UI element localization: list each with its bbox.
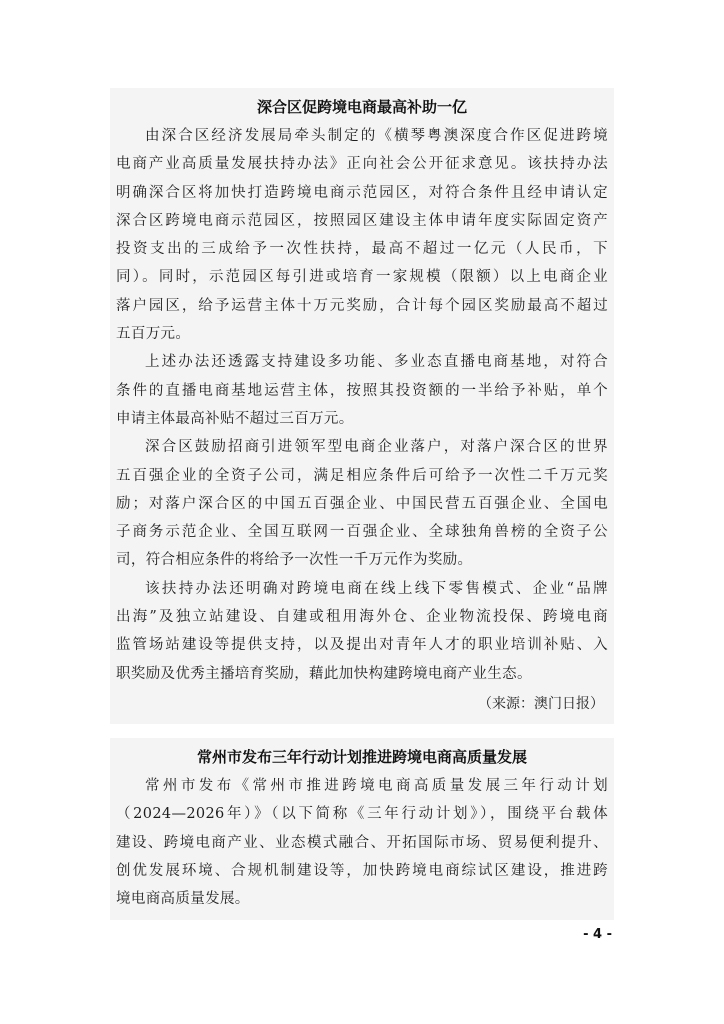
article-1 (110, 88, 614, 724)
text-line: 落户园区，给予运营主体十万元奖励，合计每个园区奖励最高不超过 (116, 297, 608, 314)
page-number: - 4 - (583, 927, 612, 942)
text-line: 职奖励及优秀主播培育奖励，藉此加快构建跨境电商产业生态。 (116, 665, 532, 682)
text-line: 同）。同时，示范园区每引进或培育一家规模（限额）以上电商企业 (116, 269, 608, 286)
article-1-paragraph-1 (110, 122, 614, 348)
text-line: 明确深合区将加快打造跨境电商示范园区，对符合条件且经申请认定 (116, 184, 608, 201)
text-line: 常州市发布《常州市推进跨境电商高质量发展三年行动计划 (145, 778, 608, 794)
text-line: 深合区鼓励招商引进领军型电商企业落户，对落户深合区的世界 (145, 439, 608, 456)
article-1-paragraph-3 (110, 433, 614, 574)
article-1-paragraph-4 (110, 575, 614, 688)
text-line: 由深合区经济发展局牵头制定的《横琴粤澳深度合作区促进跨境 (145, 128, 608, 144)
text-line: 电商产业高质量发展扶持办法》正向社会公开征求意见。该扶持办法 (116, 156, 608, 173)
article-2-paragraph-1 (110, 772, 614, 913)
text-line: 五百万元。 (116, 326, 191, 343)
article-1-title: 深合区促跨境电商最高补助一亿 (256, 98, 467, 116)
text-line: 建设、跨境电商产业、业态模式融合、开拓国际市场、贸易便利提升、 (116, 834, 608, 851)
text-line: 五百强企业的全资子公司，满足相应条件后可给予一次性二千万元奖 (116, 467, 608, 484)
text-line: 监管场站建设等提供支持，以及提出对青年人才的职业培训补贴、入 (116, 637, 608, 654)
text-line: 境电商高质量发展。 (116, 891, 250, 908)
text-line: 出海”及独立站建设、自建或租用海外仓、企业物流投保、跨境电商 (116, 609, 608, 626)
text-line: 条件的直播电商基地运营主体，按照其投资额的一半给予补贴，单个 (116, 382, 608, 399)
text-line: 申请主体最高补贴不超过三百万元。 (116, 410, 354, 427)
article-2 (110, 738, 614, 920)
article-1-source: （来源：澳门日报） (478, 695, 604, 712)
article-2-title: 常州市发布三年行动计划推进跨境电商高质量发展 (196, 748, 527, 766)
text-line: 投资支出的三成给予一次性扶持，最高不超过一亿元（人民币，下 (116, 241, 608, 258)
article-1-paragraph-2 (110, 348, 614, 433)
text-line: 司，符合相应条件的将给予一次性一千万元作为奖励。 (116, 552, 473, 569)
text-line: 该扶持办法还明确对跨境电商在线上线下零售模式、企业“品牌 (145, 580, 608, 597)
text-line: （2024—2026年）》（以下简称《三年行动计划》），围绕平台载体 (116, 806, 608, 823)
text-line: 励；对落户深合区的中国五百强企业、中国民营五百强企业、全国电 (116, 495, 608, 512)
text-line: 创优发展环境、合规机制建设等，加快跨境电商综试区建设，推进跨 (116, 862, 608, 879)
text-line: 上述办法还透露支持建设多功能、多业态直播电商基地，对符合 (145, 354, 608, 371)
text-line: 深合区跨境电商示范园区，按照园区建设主体申请年度实际固定资产 (116, 212, 608, 229)
text-line: 子商务示范企业、全国互联网一百强企业、全球独角兽榜的全资子公 (116, 524, 608, 541)
